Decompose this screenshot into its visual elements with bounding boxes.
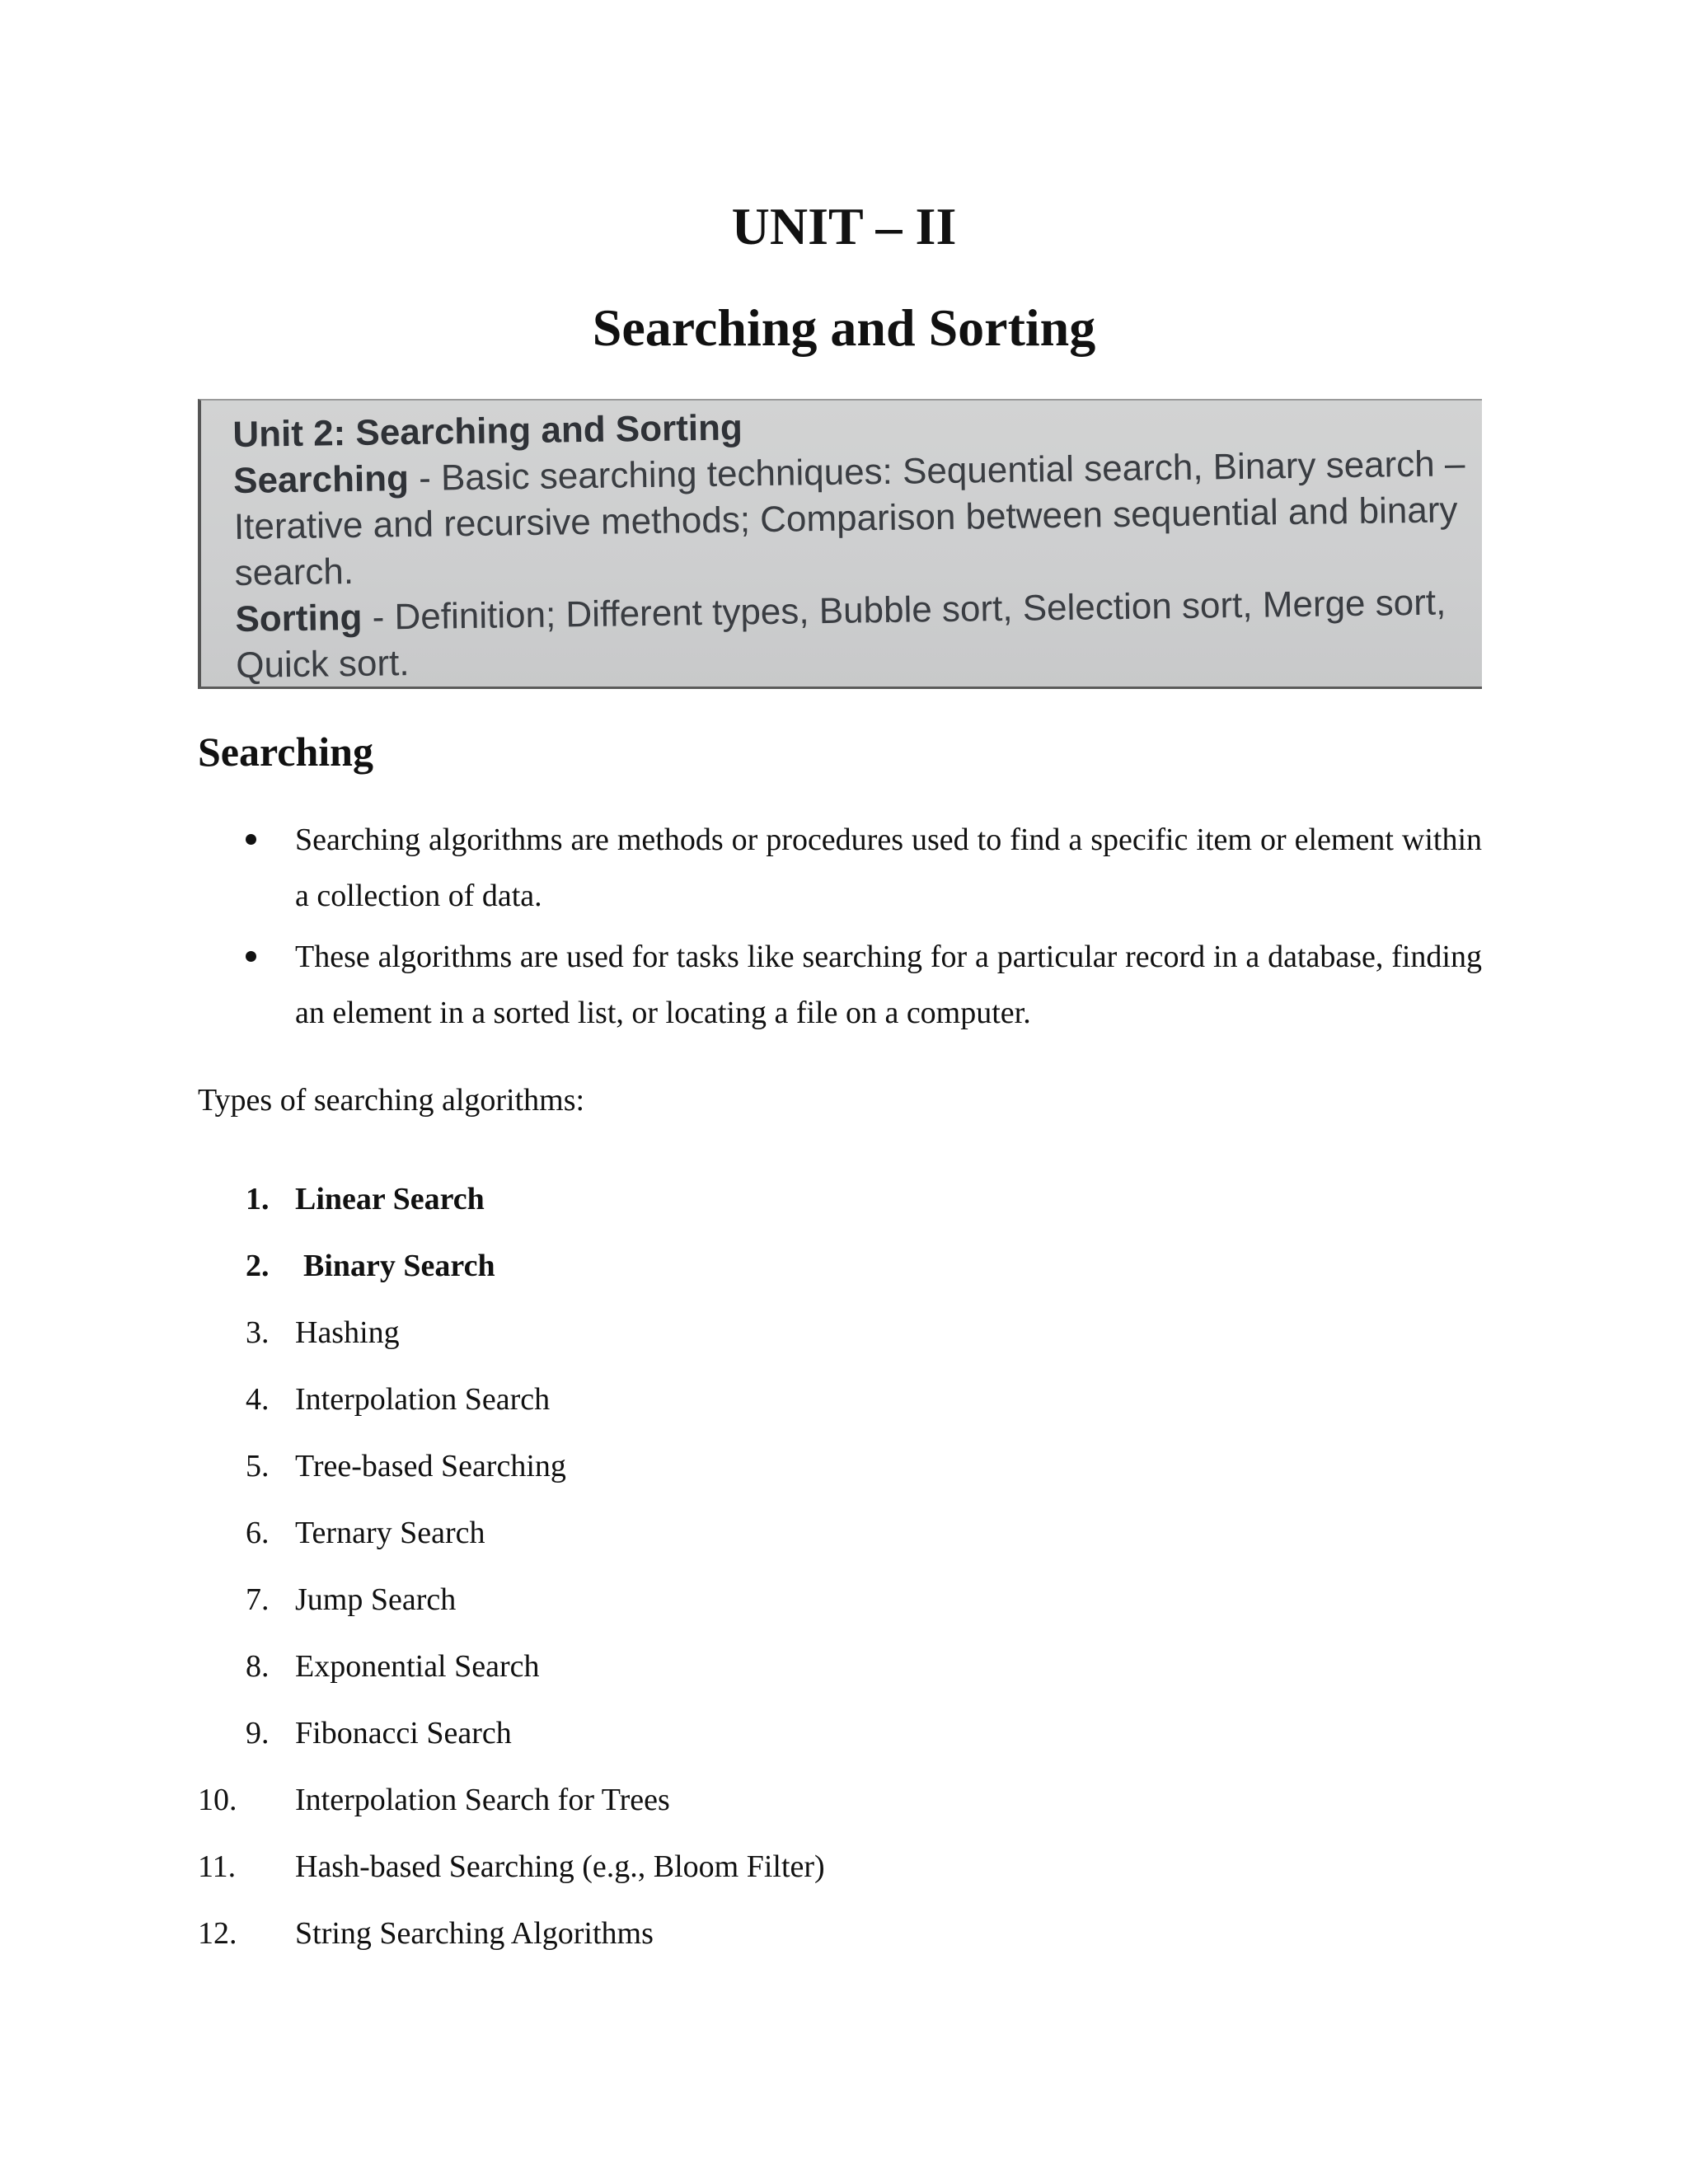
list-item-number: 8.: [246, 1649, 270, 1684]
list-item-label: Exponential Search: [295, 1649, 540, 1684]
list-item-number: 4.: [246, 1382, 270, 1417]
list-item-number: 7.: [246, 1582, 270, 1617]
list-item-number: 12.: [198, 1916, 237, 1951]
list-item-label: Fibonacci Search: [295, 1716, 512, 1750]
syllabus-searching-text: - Basic searching techniques: Sequential search, Binary search – Iterative and recursive methods; Comparison between sequential and binary search.: [233, 443, 1465, 593]
bullet-item: [198, 812, 1482, 924]
syllabus-text: [232, 399, 1473, 689]
list-item-number: 3.: [246, 1315, 270, 1350]
list-item-number: 5.: [246, 1449, 270, 1483]
syllabus-image: [198, 399, 1482, 689]
section-heading-searching: Searching: [198, 729, 373, 775]
list-item-label: Hashing: [295, 1315, 400, 1350]
syllabus-searching-key: Searching: [232, 458, 410, 501]
list-item-label: Tree-based Searching: [295, 1449, 566, 1483]
bullet-text: These algorithms are used for tasks like searching for a particular record in a database, finding an element in a sorted list, or locating a file on a computer.: [295, 940, 1482, 1030]
list-item-label: Hash-based Searching (e.g., Bloom Filter): [295, 1849, 825, 1884]
syllabus-sorting-key: Sorting: [235, 597, 363, 640]
bullet-text: Searching algorithms are methods or procedures used to find a specific item or element within a collection of data.: [295, 823, 1482, 913]
syllabus-sorting-text: - Definition; Different types, Bubble sort, Selection sort, Merge sort, Quick sort.: [235, 582, 1447, 686]
list-item-label: String Searching Algorithms: [295, 1916, 654, 1951]
list-item-label: Ternary Search: [295, 1516, 485, 1550]
list-item-label: Interpolation Search: [295, 1382, 551, 1417]
page-title: Searching and Sorting: [592, 298, 1096, 357]
list-item-number: 1.: [246, 1182, 270, 1216]
list-item-label: Binary Search: [303, 1249, 495, 1283]
list-item-label: Jump Search: [295, 1582, 457, 1617]
syllabus-sorting: [235, 579, 1472, 689]
bullet-dot-icon: [246, 834, 256, 845]
list-item-number: 6.: [246, 1516, 270, 1550]
bullet-dot-icon: [246, 951, 256, 962]
list-item-number: 2.: [246, 1249, 270, 1283]
bullet-list: [198, 812, 1482, 1046]
bullet-item: [198, 929, 1482, 1041]
syllabus-searching: [233, 441, 1471, 597]
list-item-label: Linear Search: [295, 1182, 485, 1216]
list-item-number: 10.: [198, 1783, 237, 1817]
list-item-number: 9.: [246, 1716, 270, 1750]
list-item-label: Interpolation Search for Trees: [295, 1783, 670, 1817]
unit-title: UNIT – II: [731, 197, 957, 255]
list-item-number: 11.: [198, 1849, 237, 1884]
syllabus-heading: Unit 2: Searching and Sorting: [232, 407, 743, 455]
types-label: Types of searching algorithms:: [198, 1083, 585, 1118]
